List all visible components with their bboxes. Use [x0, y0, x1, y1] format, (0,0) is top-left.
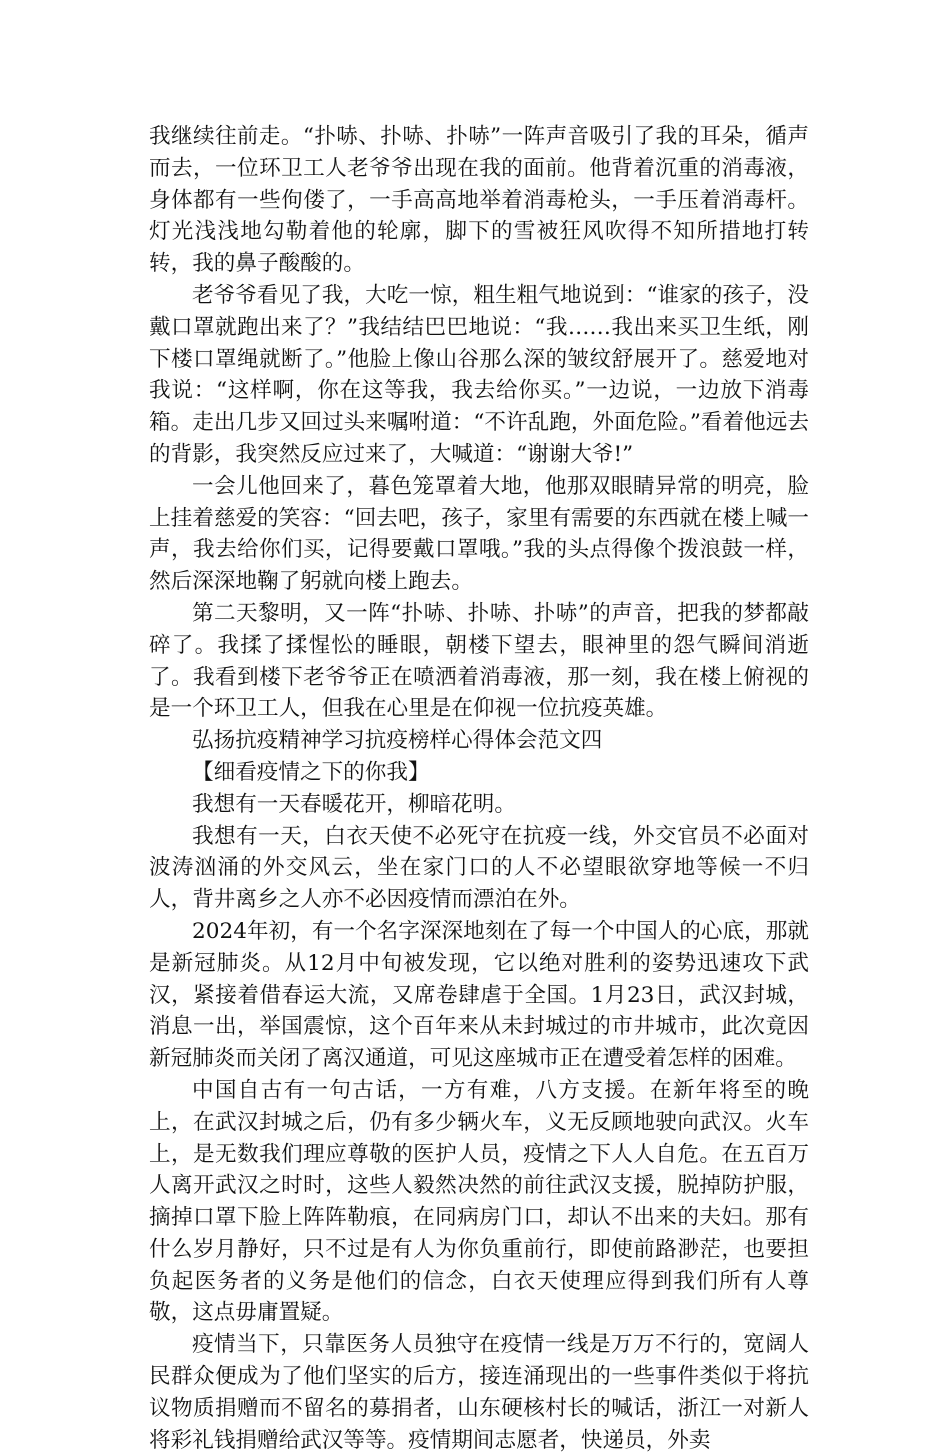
paragraph: 我继续往前走。“扑哧、扑哧、扑哧”一阵声音吸引了我的耳朵，循声而去，一位环卫工人老爷爷出现在我的面前。他背着沉重的消毒液，身体都有一些佝偻了，一手高高地举着消毒枪头，一手压着消毒杆。灯光浅浅地勾勒着他的轮廓，脚下的雪被狂风吹得不知所措地打转转，我的鼻子酸酸的。 — [149, 124, 809, 277]
essay-title: 【细看疫情之下的你我】 — [192, 759, 430, 785]
paragraph: 第二天黎明，又一阵“扑哧、扑哧、扑哧”的声音，把我的梦都敲碎了。我揉了揉惺忪的睡眼，朝楼下望去，眼神里的怨气瞬间消逝了。我看到楼下老爷爷正在喷洒着消毒液，那一刻，我在楼上俯视的是一个环卫工人，但我在心里是在仰视一位抗疫英雄。 — [149, 600, 809, 722]
paragraph: 我想有一天，白衣天使不必死守在抗疫一线，外交官员不必面对波涛汹涌的外交风云，坐在家门口的人不必望眼欲穿地等候一不归人，背井离乡之人亦不必因疫情而漂泊在外。 — [149, 823, 809, 913]
paragraph: 疫情当下，只靠医务人员独守在疫情一线是万万不行的，宽阔人民群众便成为了他们坚实的后方，接连涌现出的一些事件类似于将抗议物质捐赠而不留名的募捐者，山东硬核村长的喊话，浙江一对新人将彩礼钱捐赠给武汉等等。疫情期间志愿者，快递员，外卖 — [149, 1332, 809, 1453]
document-page — [149, 121, 809, 1456]
paragraph: 老爷爷看见了我，大吃一惊，粗生粗气地说到：“谁家的孩子，没戴口罩就跑出来了？”我结结巴巴地说：“我……我出来买卫生纸，刚下楼口罩绳就断了。”他脸上像山谷那么深的皱纹舒展开了。慈爱地对我说：“这样啊，你在这等我，我去给你买。”一边说，一边放下消毒箱。走出几步又回过头来嘱咐道：“不许乱跑，外面危险。”看着他远去的背影，我突然反应过来了，大喊道：“谢谢大爷!” — [149, 282, 809, 467]
paragraph: 中国自古有一句古话，一方有难，八方支援。在新年将至的晚上，在武汉封城之后，仍有多少辆火车，义无反顾地驶向武汉。火车上，是无数我们理应尊敬的医护人员，疫情之下人人自危。在五百万人离开武汉之时时，这些人毅然决然的前往武汉支援，脱掉防护服，摘掉口罩下脸上阵阵勒痕，在同病房门口，却认不出来的夫妇。那有什么岁月静好，只不过是有人为你负重前行，即使前路渺茫，也要担负起医务者的义务是他们的信念，白衣天使理应得到我们所有人尊敬，这点毋庸置疑。 — [149, 1077, 809, 1326]
paragraph: 2024年初，有一个名字深深地刻在了每一个中国人的心底，那就是新冠肺炎。从12月中旬被发现，它以绝对胜利的姿势迅速攻下武汉，紧接着借春运大流，又席卷肆虐于全国。1月23日，武汉封城，消息一出，举国震惊，这个百年来从未封城过的市井城市，此次竟因新冠肺炎而关闭了离汉通道，可见这座城市正在遭受着怎样的困难。 — [149, 918, 809, 1072]
paragraph: 我想有一天春暖花开，柳暗花明。 — [192, 791, 516, 817]
paragraph: 一会儿他回来了，暮色笼罩着大地，他那双眼睛异常的明亮，脸上挂着慈爱的笑容：“回去吧，孩子，家里有需要的东西就在楼上喊一声，我去给你们买，记得要戴口罩哦。”我的头点得像个拨浪鼓一样，然后深深地鞠了躬就向楼上跑去。 — [149, 473, 809, 595]
section-heading: 弘扬抗疫精神学习抗疫榜样心得体会范文四 — [192, 728, 603, 754]
